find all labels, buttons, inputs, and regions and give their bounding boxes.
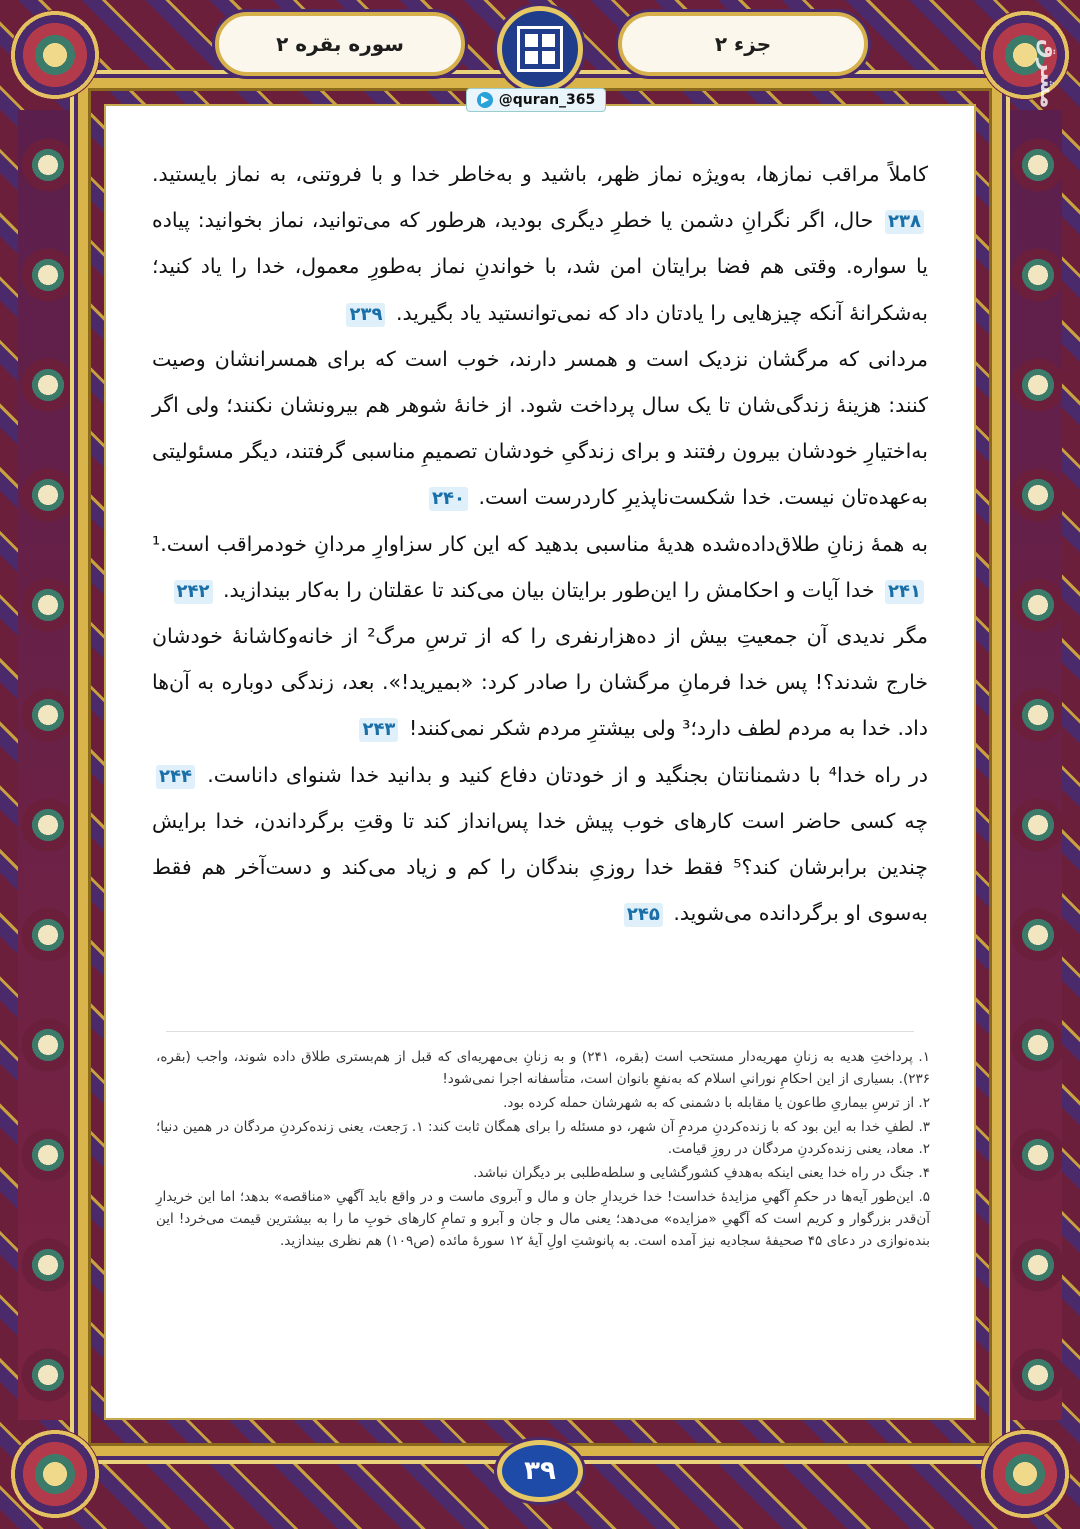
page-number: ۳۹ (497, 1440, 583, 1502)
watermark-logo: مشرق (1035, 38, 1060, 108)
corner-rosette (980, 1429, 1070, 1519)
verse-number: ۲۴۵ (624, 903, 663, 927)
verse-number: ۲۴۲ (174, 580, 213, 604)
footnote: ۲. از ترسِ بیماریِ طاعون یا مقابله با دشمنی که به شهرشان حمله کرده بود. (503, 1095, 930, 1111)
frame-right-pattern (1008, 110, 1062, 1420)
footnote-divider (166, 1031, 914, 1032)
telegram-icon (477, 92, 493, 108)
footnotes (156, 1046, 930, 1254)
paragraph: در راه خدا⁴ با دشمنانتان بجنگید و از خودتان دفاع کنید و بدانید خدا شنوای داناست. ۲۴۴ چه کسی حاضر است کارهای خوب پیش خدا پس‌انداز کند تا وقتِ برگرداندن، خدا برایش چندین برابرشان کند؟⁵ فقط خدا روزیِ بندگان را کم و زیاد می‌کند و دست‌آخر هم فقط به‌سوی او برگردانده می‌شوید. ۲۴۵ (152, 762, 928, 926)
juz-label: جزء ۲ (618, 12, 868, 76)
verse-number: ۲۴۳ (359, 718, 398, 742)
verse-number: ۲۳۹ (346, 303, 385, 327)
paragraph: مردانی که مرگشان نزدیک است و همسر دارند، خوب است که برای همسرانشان وصیت کنند: هزینهٔ زندگی‌شان تا یک سال پرداخت شود. از خانهٔ شوهر هم بیرونشان نکنند؛ ولی اگر به‌اختیارِ خودشان بیرون رفتند و برای زندگیِ خودشان تصمیمِ مناسبی گرفتند، دیگر مسئولیتی به‌عهده‌تان نیست. خدا شکست‌ناپذیرِ کاردرست است. ۲۴۰ (152, 346, 928, 510)
channel-handle: @quran_365 (498, 92, 596, 108)
quran-logo-icon (497, 6, 583, 92)
surah-label: سوره بقره ۲ (215, 12, 465, 76)
paragraph: کاملاً مراقب نمازها، به‌ویژه نماز ظهر، باشید و به‌خاطر خدا و با فروتنی، به نماز بایستید. ۲۳۸ حال، اگر نگرانِ دشمن یا خطرِ دیگری بودید، هرطور که می‌توانید، نماز بخوانید: پیاده یا سواره. وقتی هم فضا برایتان امن شد، با خواندنِ نماز به‌طورِ معمول، خدا را یاد کنید؛ به‌شکرانهٔ آنکه چیزهایی را یادتان داد که نمی‌توانستید یاد بگیرید. ۲۳۹ (152, 162, 928, 325)
verse-number: ۲۴۰ (429, 487, 468, 511)
main-text (152, 151, 928, 936)
footnote: ۴. جنگ در راه خدا یعنی اینکه به‌هدفِ کشورگشایی و سلطه‌طلبی بر دیگران نباشد. (473, 1165, 930, 1181)
footnote: ۵. این‌طور آیه‌ها در حکمِ آگهیِ مزایدهٔ خداست! خدا خریدارِ جان و مال و آبروی ماست و در واقع باید آگهیِ «مناقصه» بدهد؛ اما این خریدارِ آن‌قدر بزرگوار و کریم است که آگهیِ «مزایده» می‌دهد؛ یعنی مال و جان و آبرو و تمامِ کارهای خوبِ ما را به بیشترین قیمت می‌خرد! این بنده‌نوازی در دعای ۴۵ صحیفهٔ سجادیه نیز آمده است. به پانوشتِ اولِ آیهٔ ۱۲ سورهٔ مائده (ص۱۰۹) هم نظری بیندازید. (156, 1189, 930, 1249)
verse-number: ۲۳۸ (885, 210, 924, 234)
paragraph: مگر ندیدی آن جمعیتِ بیش از ده‌هزارنفری را که از ترسِ مرگ² از خانه‌وکاشانهٔ خودشان خارج شدند؟! پس خدا فرمانِ مرگشان را صادر کرد: «بمیرید!». بعد، زندگی دوباره به آن‌ها داد. خدا به مردم لطف دارد؛³ ولی بیشترِ مردم شکر نمی‌کنند! ۲۴۳ (152, 624, 929, 741)
footnote: ۱. پرداختِ هدیه به زنانِ مهریه‌دار مستحب است (بقره، ۲۴۱) و به زنانِ بی‌مهریه‌ای که قبل از هم‌بستری طلاق داده شوند، واجب (بقره، ۲۳۶). بسیاری از این احکامِ نورانیِ اسلام که به‌نفعِ بانوان است، متأسفانه اجرا نمی‌شود! (156, 1049, 930, 1087)
paragraph: به همهٔ زنانِ طلاق‌داده‌شده هدیهٔ مناسبی بدهید که این کار سزاوارِ مردانِ خودمراقب است.¹ ۲۴۱ خدا آیات و احکامش را این‌طور برایتان بیان می‌کند تا عقلتان را به‌کار بیندازید. ۲۴۲ (152, 531, 928, 602)
corner-rosette (10, 10, 100, 100)
frame-left-pattern (18, 110, 72, 1420)
telegram-channel-badge[interactable] (466, 88, 606, 112)
verse-number: ۲۴۴ (156, 765, 195, 789)
corner-rosette (10, 1429, 100, 1519)
footnote: ۳. لطفِ خدا به این بود که با زنده‌کردنِ مردمِ آن شهر، دو مسئله را برای همگان ثابت کند: ۱. رَجعت، یعنی زنده‌کردنِ مردگان در همین دنیا؛ ۲. معاد، یعنی زنده‌کردنِ مردگان در روزِ قیامت. (156, 1119, 930, 1157)
verse-number: ۲۴۱ (885, 580, 924, 604)
page-body (104, 104, 976, 1420)
